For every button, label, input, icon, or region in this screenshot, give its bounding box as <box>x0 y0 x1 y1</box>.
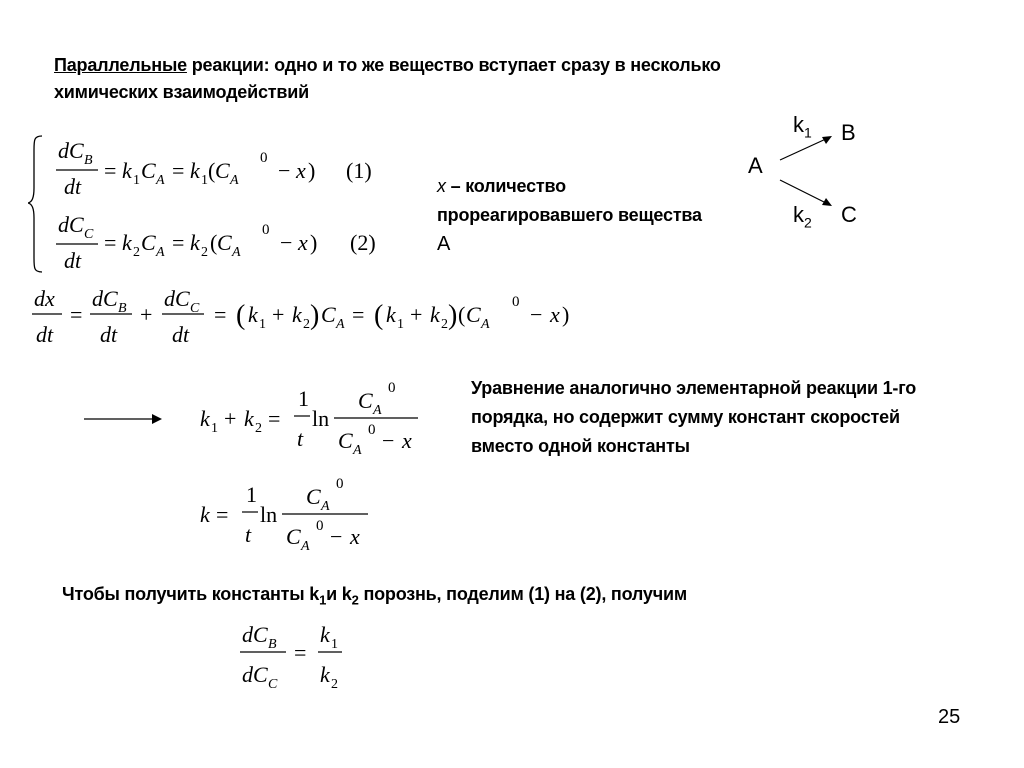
svg-text:=: = <box>352 302 365 327</box>
svg-text:+: + <box>140 302 153 327</box>
title-line2: химических взаимодействий <box>54 82 309 102</box>
svg-text:dC: dC <box>58 212 84 237</box>
svg-text:): ) <box>448 300 458 331</box>
svg-text:A: A <box>156 173 165 188</box>
svg-text:A: A <box>353 443 362 458</box>
svg-text:x: x <box>350 524 360 549</box>
svg-text:k: k <box>190 158 200 183</box>
svg-text:A: A <box>156 245 165 260</box>
svg-text:A: A <box>373 403 382 418</box>
svg-text:k: k <box>320 662 330 687</box>
svg-text:C: C <box>215 158 230 183</box>
svg-text:dt: dt <box>64 248 82 273</box>
svg-text:+: + <box>224 406 237 431</box>
svg-text:=: = <box>70 302 83 327</box>
scheme-k1-label: $k_1$ <box>793 112 812 141</box>
svg-text:dt: dt <box>100 322 118 347</box>
svg-text:dt: dt <box>172 322 190 347</box>
scheme-k2-label: $k_2$ <box>793 202 812 231</box>
svg-text:2: 2 <box>303 317 310 332</box>
svg-text:C: C <box>190 301 200 316</box>
svg-text:k: k <box>244 406 254 431</box>
svg-text:=: = <box>216 502 229 527</box>
svg-text:−: − <box>330 524 343 549</box>
svg-text:ln: ln <box>260 502 278 527</box>
svg-text:2: 2 <box>331 677 338 692</box>
svg-text:ln: ln <box>312 406 330 431</box>
svg-text:x: x <box>298 230 308 255</box>
svg-text:B: B <box>118 301 127 316</box>
svg-text:2: 2 <box>133 245 140 260</box>
svg-text:k: k <box>430 302 440 327</box>
svg-text:): ) <box>562 302 570 327</box>
svg-text:A: A <box>336 317 345 332</box>
svg-text:−: − <box>382 428 395 453</box>
title-line1-rest: реакции: одно и то же вещество вступает сразу в несколько <box>186 55 721 75</box>
svg-text:k: k <box>386 302 396 327</box>
note-x-var: x <box>437 176 446 196</box>
svg-text:C: C <box>141 158 156 183</box>
svg-text:(: ( <box>208 158 216 183</box>
svg-text:dt: dt <box>36 322 54 347</box>
note-x-line1: – количество <box>445 176 566 196</box>
svg-text:=: = <box>172 230 185 255</box>
svg-text:dt: dt <box>64 174 82 199</box>
bottom-text: Чтобы получить константы $k_1и$ $k_2$ порознь, поделим (1) на (2), получим <box>62 584 687 608</box>
page-number: 25 <box>938 706 961 728</box>
svg-text:t: t <box>245 522 252 547</box>
svg-text:k: k <box>190 230 200 255</box>
svg-text:k: k <box>320 622 330 647</box>
note-first-order-line3: вместо одной константы <box>471 436 690 456</box>
svg-text:=: = <box>172 158 185 183</box>
svg-text:C: C <box>141 230 156 255</box>
equation-rate-sum <box>28 282 588 352</box>
svg-text:C: C <box>466 302 481 327</box>
svg-text:C: C <box>217 230 232 255</box>
svg-text:k: k <box>122 230 132 255</box>
equation-k <box>196 470 396 560</box>
svg-text:k: k <box>200 502 210 527</box>
svg-text:0: 0 <box>388 380 396 396</box>
right-arrow-icon <box>84 412 164 426</box>
svg-text:x: x <box>296 158 306 183</box>
eq-label-2: (2) <box>350 230 376 255</box>
svg-text:k: k <box>122 158 132 183</box>
svg-text:k: k <box>200 406 210 431</box>
svg-text:(: ( <box>458 302 466 327</box>
svg-text:−: − <box>278 158 291 183</box>
svg-text:2: 2 <box>255 421 262 436</box>
svg-text:0: 0 <box>260 150 268 166</box>
svg-text:0: 0 <box>512 294 520 310</box>
svg-text:): ) <box>310 300 320 331</box>
note-x <box>437 172 702 259</box>
svg-text:−: − <box>280 230 293 255</box>
svg-text:=: = <box>294 640 307 665</box>
svg-text:1: 1 <box>246 482 257 507</box>
svg-text:C: C <box>84 227 94 242</box>
svg-text:1: 1 <box>397 317 404 332</box>
svg-text:0: 0 <box>316 518 324 534</box>
eq-label-1: (1) <box>346 158 372 183</box>
note-first-order <box>471 374 916 461</box>
equation-k-sum <box>196 374 436 464</box>
scheme-product-b: В <box>841 120 856 145</box>
svg-text:=: = <box>104 230 117 255</box>
svg-text:=: = <box>214 302 227 327</box>
svg-text:(: ( <box>210 230 218 255</box>
svg-text:1: 1 <box>259 317 266 332</box>
svg-text:2: 2 <box>201 245 208 260</box>
slide-title <box>54 52 721 106</box>
svg-text:k: k <box>292 302 302 327</box>
equation-system <box>28 128 408 278</box>
svg-text:A: A <box>230 173 239 188</box>
svg-text:1: 1 <box>331 637 338 652</box>
reaction-scheme <box>740 108 880 238</box>
svg-text:A: A <box>321 499 330 514</box>
svg-text:0: 0 <box>262 222 270 238</box>
svg-text:dC: dC <box>92 286 118 311</box>
svg-text:C: C <box>268 677 278 692</box>
scheme-reactant: А <box>748 153 763 178</box>
svg-text:1: 1 <box>211 421 218 436</box>
title-underlined-word: Параллельные <box>54 55 187 75</box>
svg-text:C: C <box>358 388 373 413</box>
svg-text:x: x <box>402 428 412 453</box>
note-first-order-line2: порядка, но содержит сумму констант скоростей <box>471 407 900 427</box>
svg-text:B: B <box>84 153 93 168</box>
svg-text:0: 0 <box>336 476 344 492</box>
svg-text:A: A <box>481 317 490 332</box>
svg-text:−: − <box>530 302 543 327</box>
svg-text:(: ( <box>236 300 246 331</box>
note-x-line2: прореагировавшего вещества <box>437 205 702 225</box>
svg-text:2: 2 <box>441 317 448 332</box>
svg-text:B: B <box>268 637 277 652</box>
svg-text:1: 1 <box>201 173 208 188</box>
svg-text:): ) <box>308 158 316 183</box>
svg-text:): ) <box>310 230 318 255</box>
svg-text:C: C <box>286 524 301 549</box>
svg-text:C: C <box>338 428 353 453</box>
svg-text:0: 0 <box>368 422 376 438</box>
svg-text:k: k <box>248 302 258 327</box>
svg-text:dC: dC <box>242 662 268 687</box>
svg-text:1: 1 <box>298 386 309 411</box>
scheme-arrows <box>740 108 880 238</box>
svg-text:dC: dC <box>58 138 84 163</box>
svg-text:A: A <box>301 539 310 554</box>
equation-ratio <box>238 616 368 696</box>
svg-text:x: x <box>550 302 560 327</box>
svg-text:dC: dC <box>242 622 268 647</box>
note-x-line3: А <box>437 233 451 255</box>
svg-text:=: = <box>268 406 281 431</box>
note-first-order-line1: Уравнение аналогично элементарной реакции 1-го <box>471 378 917 398</box>
svg-text:1: 1 <box>133 173 140 188</box>
svg-text:dx: dx <box>34 286 55 311</box>
svg-text:=: = <box>104 158 117 183</box>
svg-text:t: t <box>297 426 304 451</box>
svg-text:(: ( <box>374 300 384 331</box>
svg-text:+: + <box>272 302 285 327</box>
svg-text:dC: dC <box>164 286 190 311</box>
svg-text:C: C <box>321 302 336 327</box>
svg-text:C: C <box>306 484 321 509</box>
scheme-product-c: С <box>841 202 857 227</box>
system-brace <box>28 136 42 272</box>
svg-text:A: A <box>232 245 241 260</box>
svg-text:+: + <box>410 302 423 327</box>
